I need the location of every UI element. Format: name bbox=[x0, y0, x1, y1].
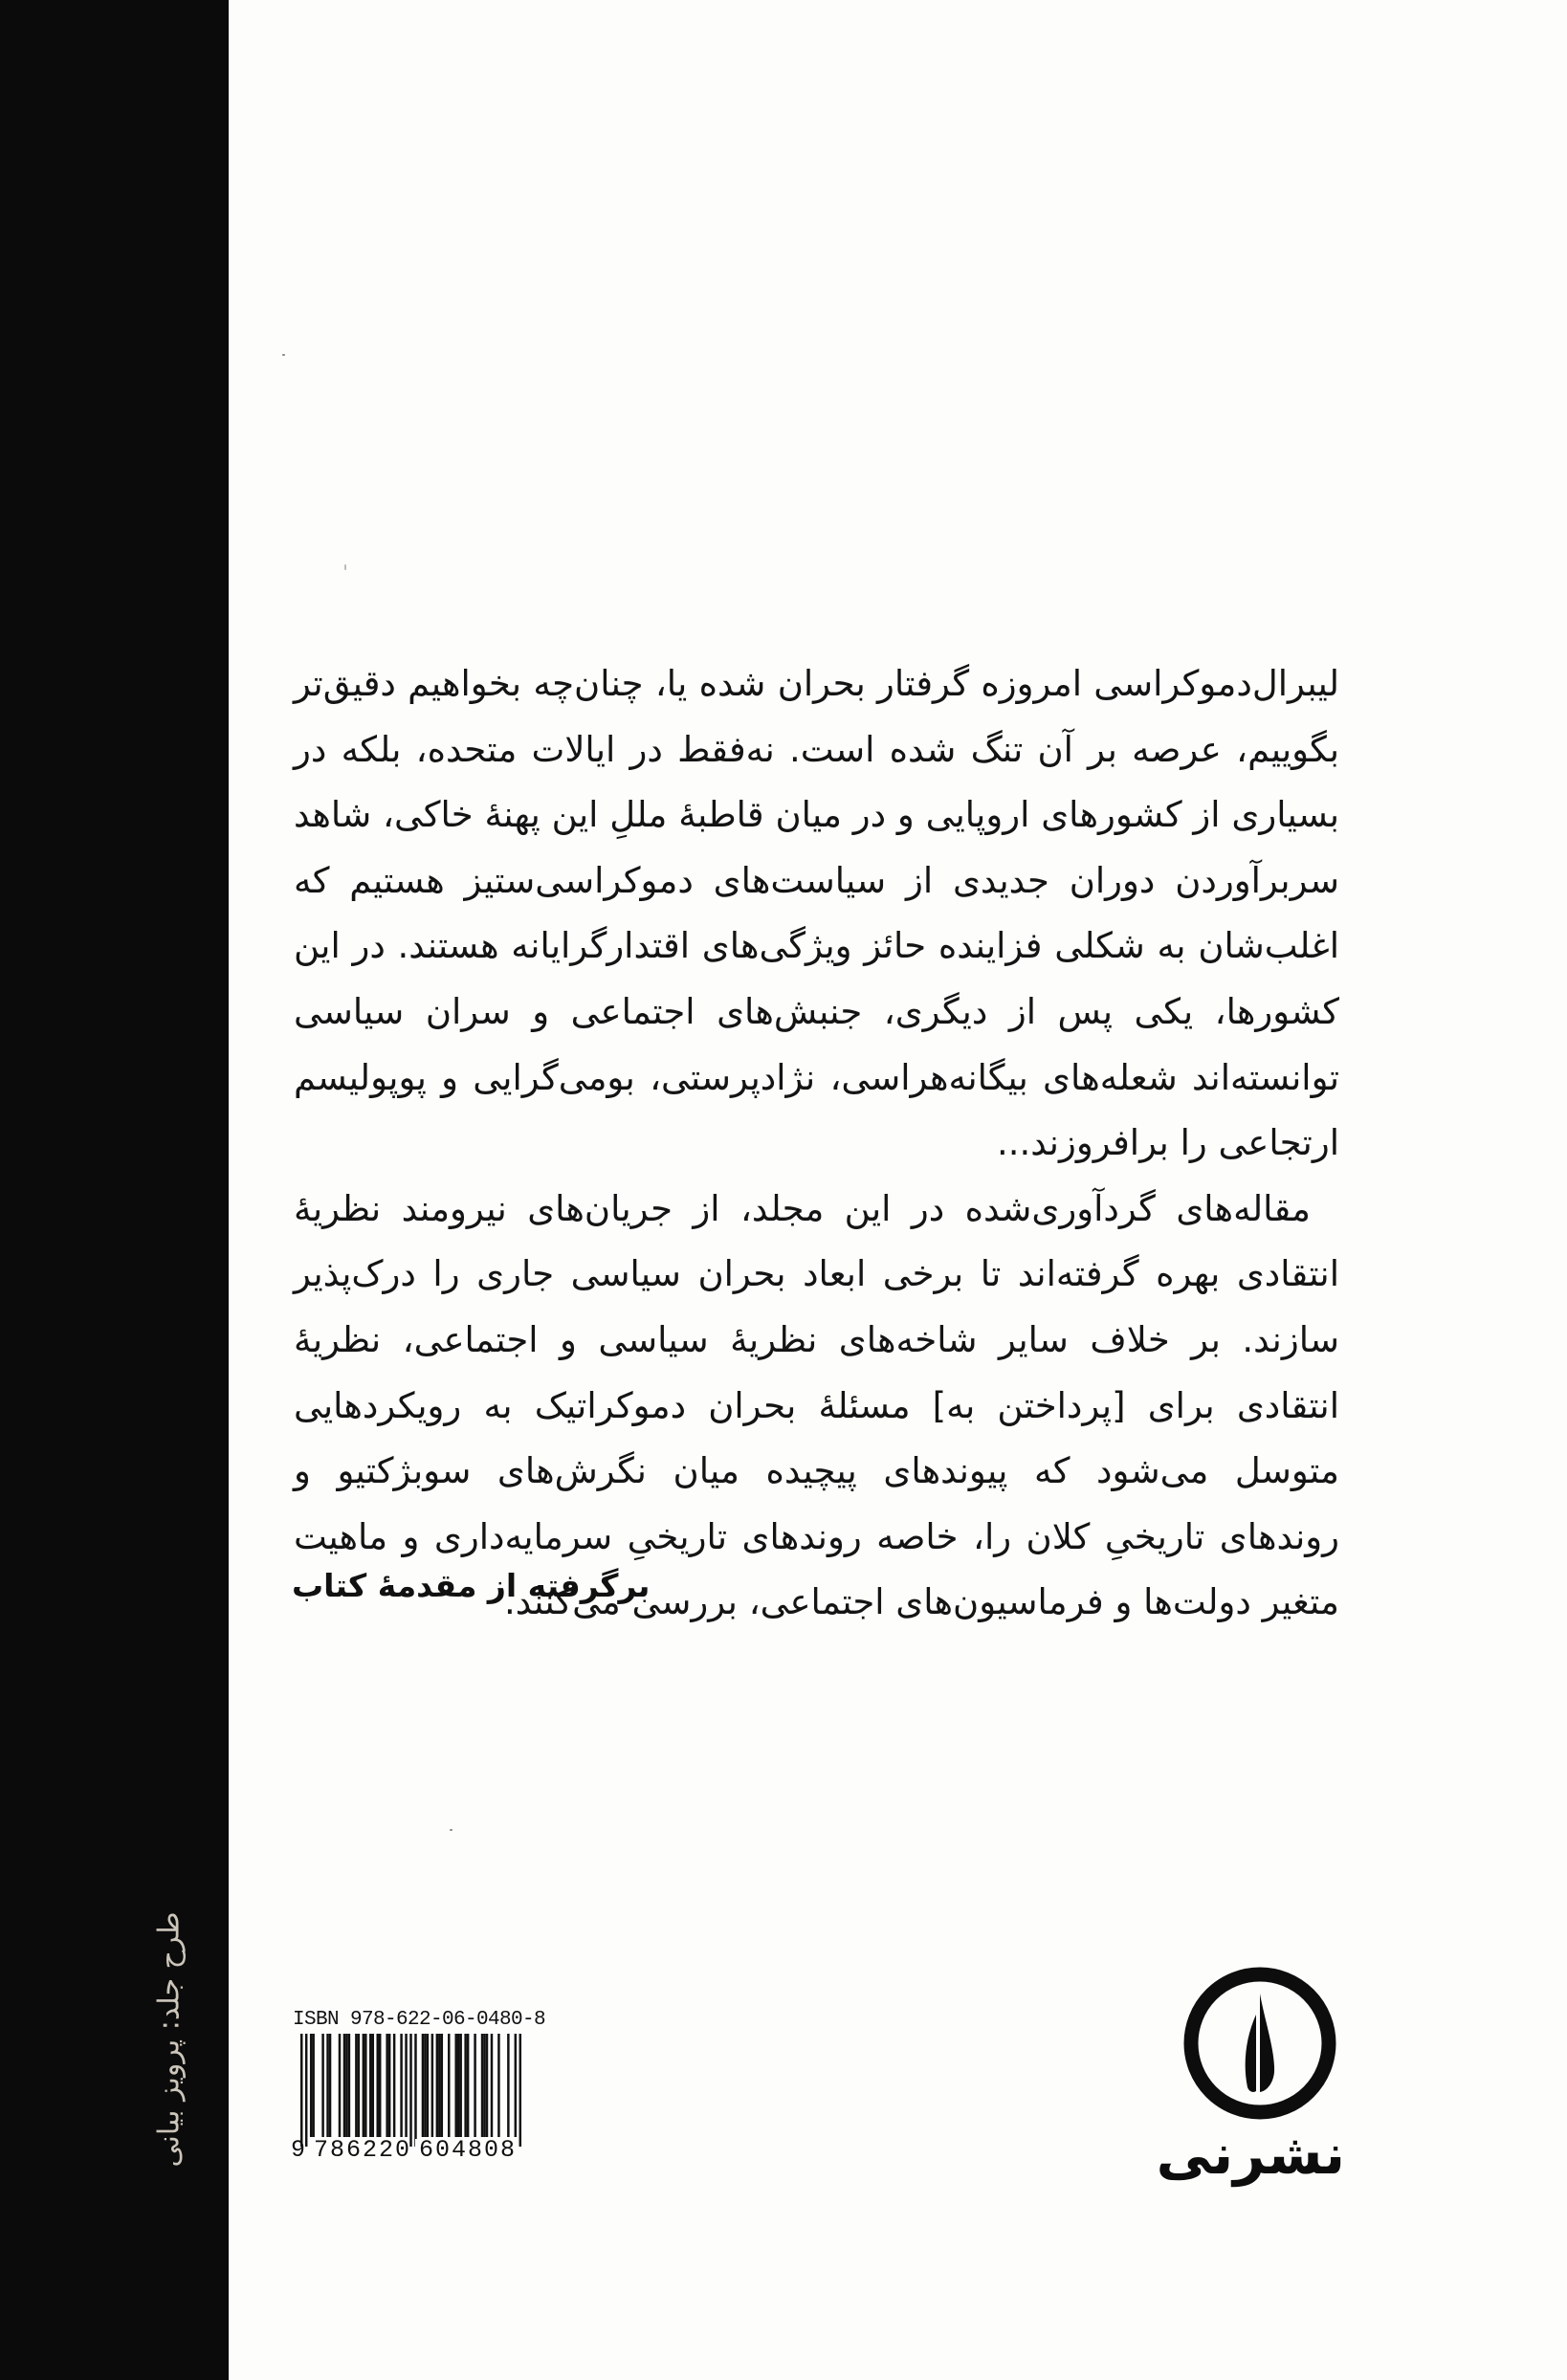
paper-speck bbox=[344, 564, 346, 570]
ean-right-digits: 604808 bbox=[419, 2136, 518, 2164]
paper-speck bbox=[282, 354, 285, 356]
book-spine-bar bbox=[0, 0, 229, 2380]
publisher-name: نشرنی bbox=[1156, 2122, 1345, 2187]
barcode-icon bbox=[300, 2034, 526, 2147]
barcode-bars bbox=[300, 2034, 526, 2147]
blurb-paragraph-1: لیبرال‌دموکراسی امروزه گرفتار بحران شده یا، چنان‌چه بخواهیم دقیق‌تر بگوییم، عرصه بر آن تنگ شده است. نه‌فقط در ایالات متحده، بلکه در بسیاری از کشورهای اروپایی و در میان قاطبهٔ مللِ این پهنهٔ خاکی، شاهد سربرآوردن دوران جدیدی از سیاست‌های دموکراسی‌ستیز هستیم که اغلب‌شان به شکلی فزاینده حائز ویژگی‌های اقتدارگرایانه هستند. در این کشورها، یکی پس از دیگری، جنبش‌های اجتماعی و سران سیاسی توانسته‌اند شعله‌های بیگانه‌هراسی، نژادپرستی، بومی‌گرایی و پوپولیسم ارتجاعی را برافروزند... bbox=[294, 663, 1339, 1164]
ean-first-digit: 9 bbox=[291, 2136, 306, 2164]
isbn-barcode bbox=[291, 2009, 546, 2167]
ean-left-digits: 786220 bbox=[314, 2136, 412, 2164]
publisher-mark bbox=[1156, 1961, 1345, 2210]
leaf-in-circle-icon bbox=[1182, 1965, 1337, 2122]
cover-design-credit: طرح جلد: پرویز بیانی bbox=[152, 1911, 187, 2168]
source-note: برگرفته از مقدمهٔ کتاب bbox=[292, 1567, 651, 1604]
back-cover-blurb bbox=[294, 651, 1339, 1636]
paper-speck bbox=[450, 1829, 452, 1831]
isbn-label: ISBN 978-622-06-0480-8 bbox=[293, 2009, 546, 2031]
blurb-paragraph-2: مقاله‌های گردآوری‌شده در این مجلد، از جریان‌های نیرومند نظریهٔ انتقادی بهره گرفته‌اند تا برخی ابعاد بحران سیاسی جاری را درک‌پذیر سازند. بر خلاف سایر شاخه‌های نظریهٔ سیاسی و اجتماعی، نظریهٔ انتقادی برای [پرداختن به] مسئلهٔ بحران دموکراتیک به رویکردهایی متوسل می‌شود که پیوندهای پیچیده میان نگرش‌های سوبژکتیو و روندهای تاریخیِ کلان را، خاصه روندهای تاریخیِ سرمایه‌داری و ماهیت متغیر دولت‌ها و فرماسیون‌های اجتماعی، بررسی می‌کنند. bbox=[294, 1187, 1339, 1623]
